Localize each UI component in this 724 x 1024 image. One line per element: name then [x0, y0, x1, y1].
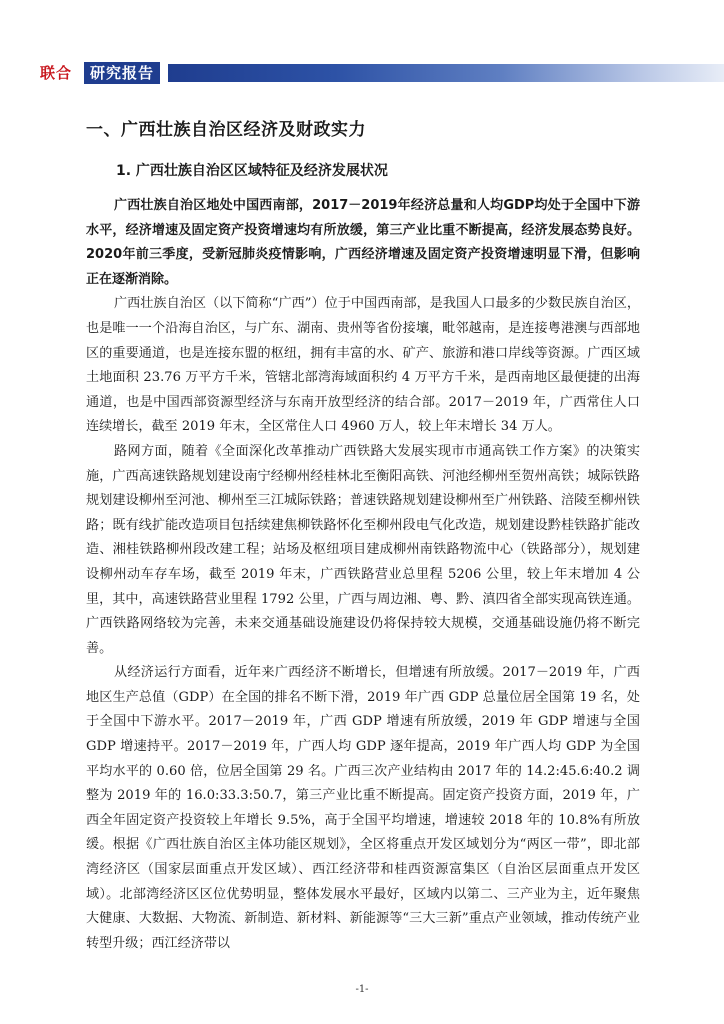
lead-paragraph: 广西壮族自治区地处中国西南部，2017－2019年经济总量和人均GDP均处于全国中下游水平，经济增速及固定资产投资增速均有所放缓，第三产业比重不断提高，经济发展态势良好。2020年前三季度，受新冠肺炎疫情影响，广西经济增速及固定资产投资增速明显下滑，但影响正在逐渐消除。 [86, 198, 640, 287]
report-header [0, 62, 724, 84]
page-number: -1- [355, 984, 369, 995]
subsection-title: 1. 广西壮族自治区区域特征及经济发展状况 [116, 163, 388, 179]
body-paragraph: 从经济运行方面看，近年来广西经济不断增长，但增速有所放缓。2017－2019 年，广西地区生产总值（GDP）在全国的排名不断下滑，2019 年广西 GDP 总量位居全国第 19 名，处于全国中下游水平。2017－2019 年，广西 GDP 增速有所放缓，2019 年 GDP 增速与全国 GDP 增速持平。2017－2019 年，广西人均 GDP 逐年提高，2019 年广西人均 GDP 为全国平均水平的 0.60 倍，位居全国第 29 名。广西三次产业结构由 2017 年的 14.2:45.6:40.2 调整为 2019 年的 16.0:33.3:50.7，第三产业比重不断提高。固定资产投资方面，2019 年，广西全年固定资产投资较上年增长 9.5%，高于全国平均增速，增速较 2018 年的 10.8%有所放缓。根据《广西壮族自治区主体功能区规划》，全区将重点开发区域划分为“两区一带”，即北部湾经济区（国家层面重点开发区域）、西江经济带和桂西资源富集区（自治区层面重点开发区域）。北部湾经济区区位优势明显，整体发展水平最好，区域内以第二、三产业为主，近年聚焦大健康、大数据、大物流、新制造、新材料、新能源等“三大三新”重点产业领域，推动传统产业转型升级；西江经济带以 [86, 665, 640, 951]
document-body [86, 118, 640, 956]
brand-logo-text: 联合 [40, 64, 73, 82]
brand-report-label: 研究报告 [84, 62, 160, 84]
section-title: 一、广西壮族自治区经济及财政实力 [86, 120, 366, 140]
body-paragraph: 广西壮族自治区（以下简称“广西”）位于中国西南部，是我国人口最多的少数民族自治区，也是唯一一个沿海自治区，与广东、湖南、贵州等省份接壤，毗邻越南，是连接粤港澳与西部地区的重要通道，也是连接东盟的枢纽，拥有丰富的水、矿产、旅游和港口岸线等资源。广西区域土地面积 23.76 万平方千米，管辖北部湾海域面积约 4 万平方千米，是西南地区最便捷的出海通道，也是中国西部资源型经济与东南开放型经济的结合部。2017－2019 年，广西常住人口连续增长，截至 2019 年末，全区常住人口 4960 万人，较上年末增长 34 万人。 [86, 296, 640, 435]
body-paragraph: 路网方面，随着《全面深化改革推动广西铁路大发展实现市市通高铁工作方案》的决策实施，广西高速铁路规划建设南宁经柳州经桂林北至衡阳高铁、河池经柳州至贺州高铁；城际铁路规划建设柳州至河池、柳州至三江城际铁路；普速铁路规划建设柳州至广州铁路、涪陵至柳州铁路；既有线扩能改造项目包括续建焦柳铁路怀化至柳州段电气化改造，规划建设黔桂铁路扩能改造、湘桂铁路柳州段改建工程；站场及枢纽项目建成柳州南铁路物流中心（铁路部分），规划建设柳州动车存车场，截至 2019 年末，广西铁路营业总里程 5206 公里，较上年末增加 4 公里，其中，高速铁路营业里程 1792 公里，广西与周边湘、粤、黔、滇四省全部实现高铁连通。广西铁路网络较为完善，未来交通基础设施建设仍将保持较大规模，交通基础设施仍将不断完善。 [86, 443, 640, 656]
header-gradient-bar [168, 64, 724, 82]
